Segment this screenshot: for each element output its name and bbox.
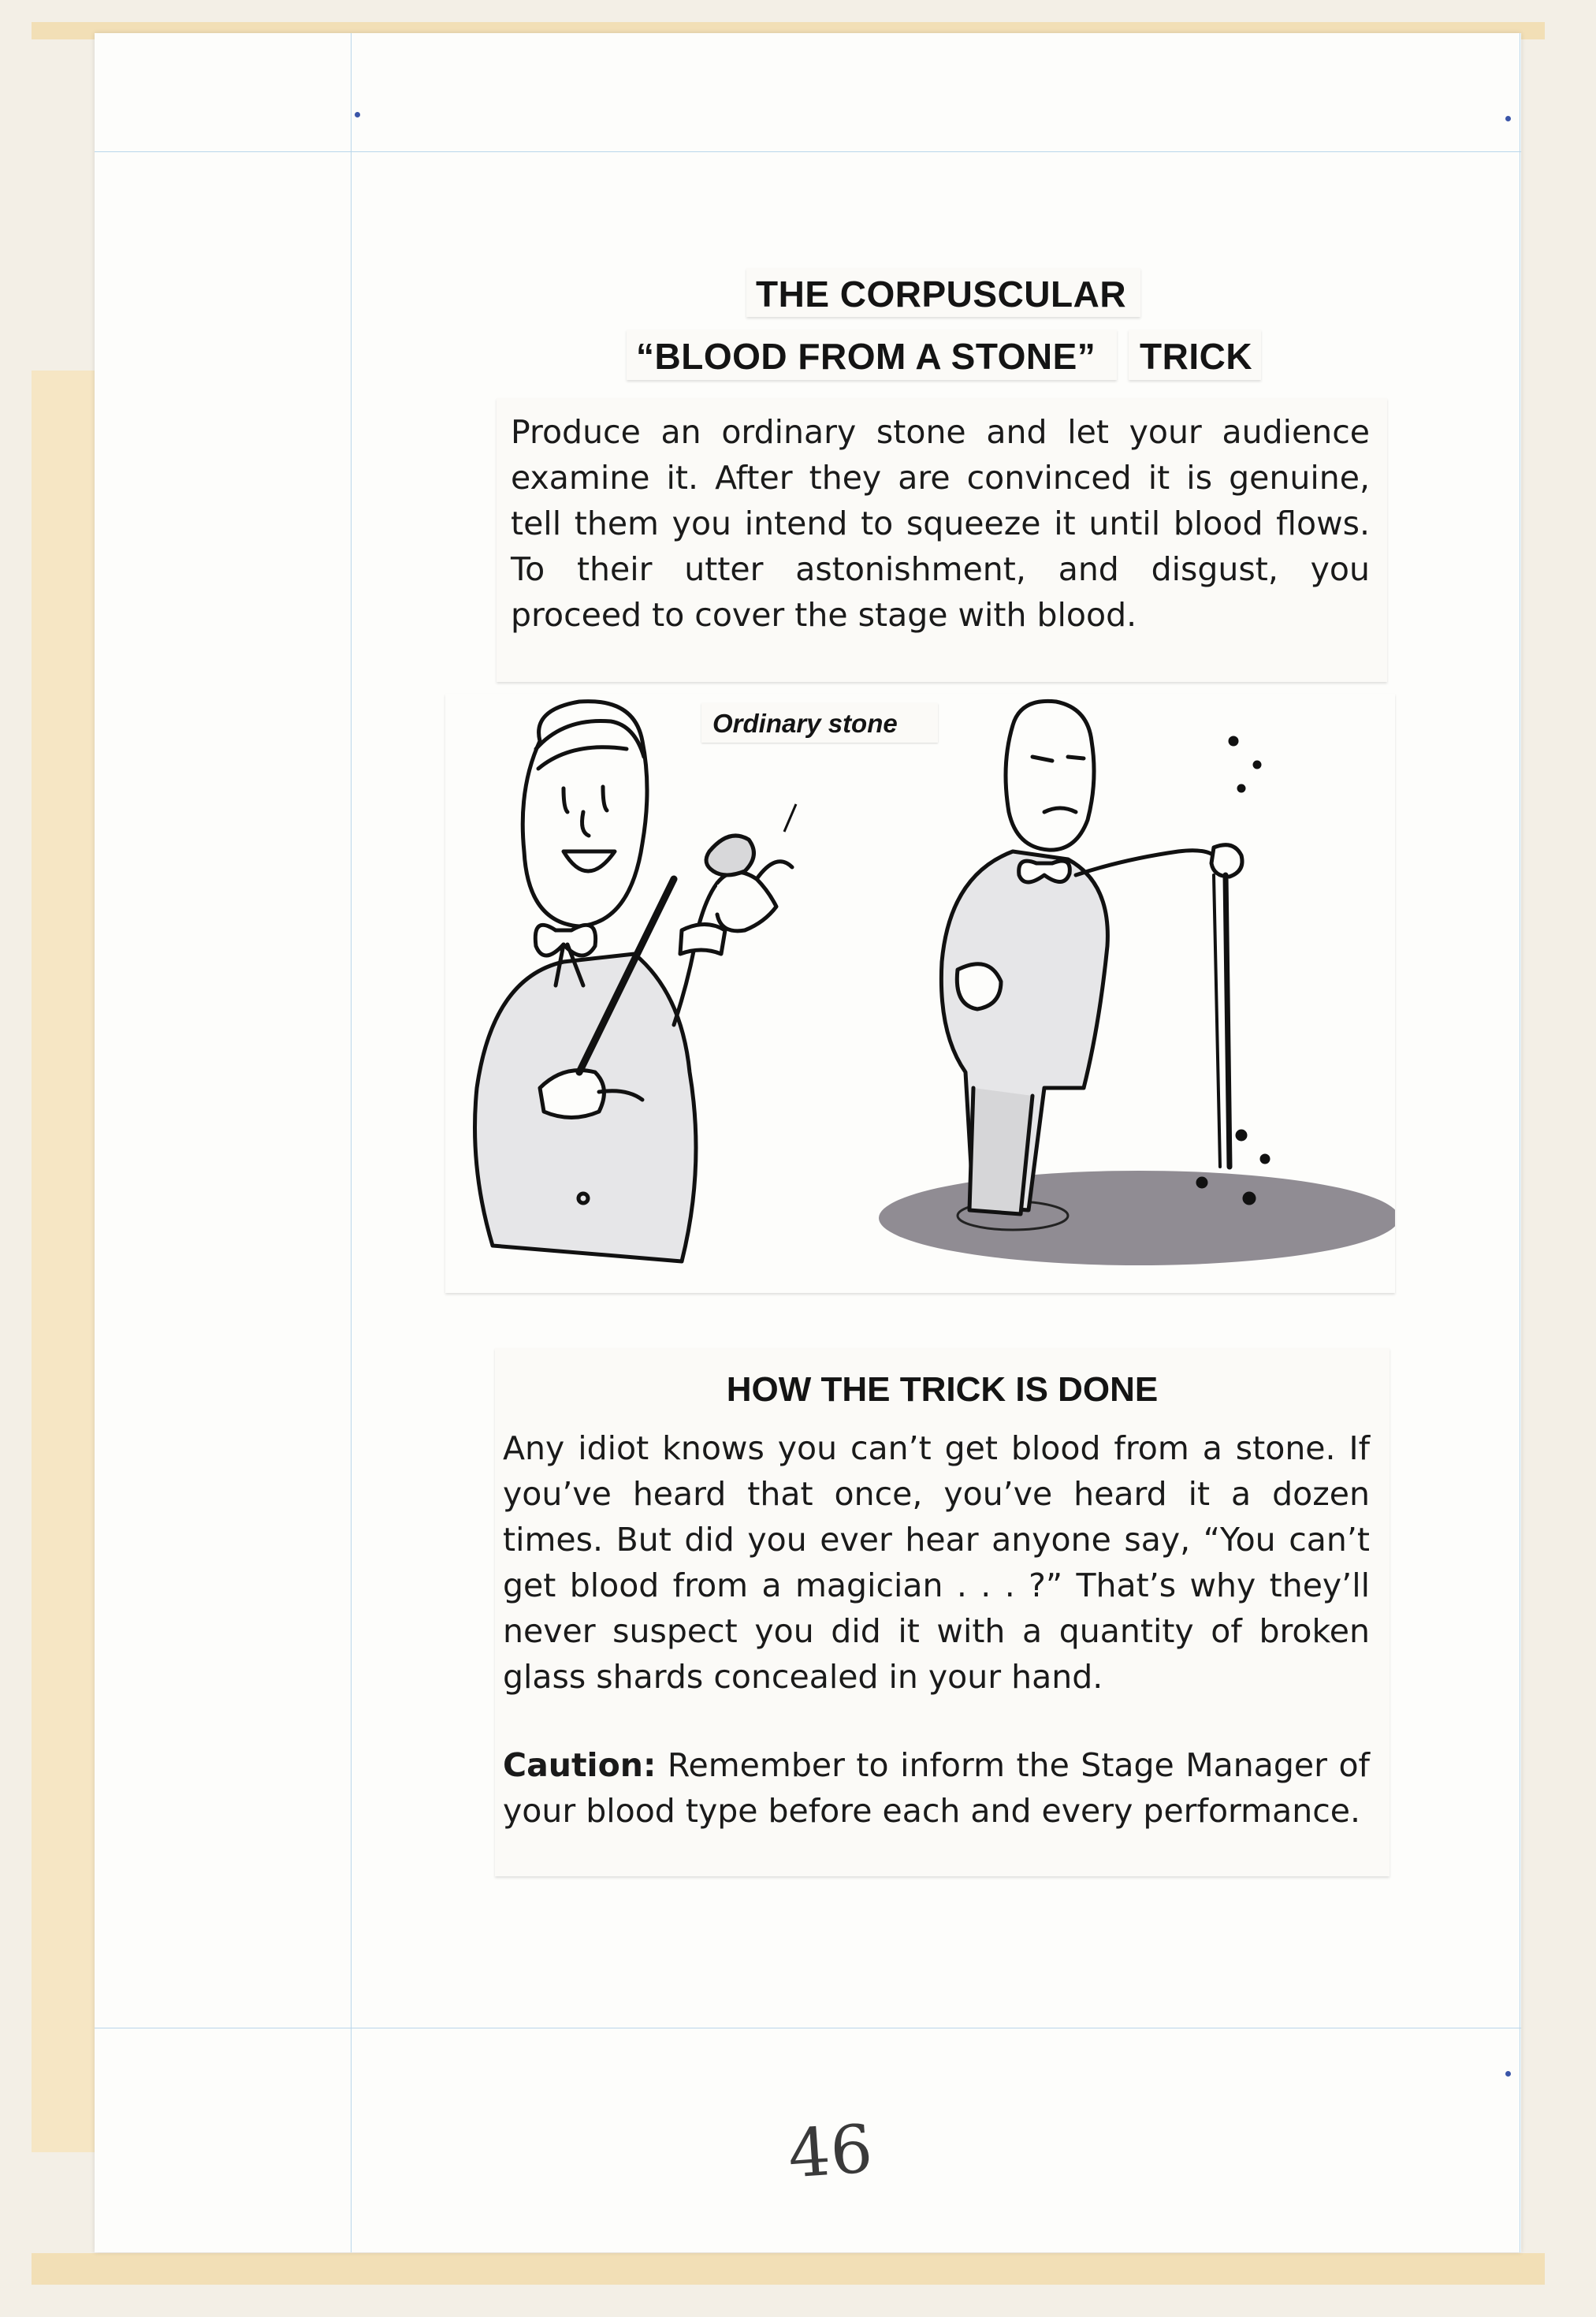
bottom-tape-strip (32, 2253, 1545, 2285)
title-line-2b-pasteup (1129, 330, 1261, 380)
intro-pasteup (497, 398, 1387, 682)
title-line-2-quote: “BLOOD FROM A STONE” (636, 336, 1096, 377)
caption-pasteup (701, 703, 938, 743)
blood-puddle (879, 1171, 1395, 1265)
intro-text: Produce an ordinary stone and let your audience examine it. After they are convinced it is genuine, tell them you intend to squeeze it until blood flows. To their utter astonishment, and disgust, you proceed to cover the stage with blood. (511, 413, 1370, 634)
caption-pointer (784, 804, 796, 832)
title-line-1: THE CORPUSCULAR (756, 274, 1127, 315)
explanation-text: Any idiot knows you can’t get blood from a stone. If you’ve heard that once, you’ve heard it a dozen times. But did you ever hear anyone say, “You can’t get blood from a magician . . . ?” That’s why they’ll never suspect you did it with a quantity of broken glass shards concealed in your hand. (503, 1429, 1370, 1696)
explanation-pasteup (495, 1348, 1390, 1876)
registration-dot (1505, 2071, 1511, 2077)
caution-label: Caution: (503, 1746, 657, 1784)
explanation-heading: HOW THE TRICK IS DONE (726, 1370, 1159, 1409)
registration-dot (355, 112, 360, 117)
cartoon-illustration (445, 694, 1395, 1293)
title-line-1-pasteup (746, 268, 1140, 317)
page-number: 46 (785, 2110, 876, 2193)
guide-line (95, 151, 1521, 152)
caution-text: Remember to inform the Stage Manager of your blood type before each and every performance. (503, 1746, 1370, 1830)
illustration-pasteup (445, 694, 1395, 1293)
magician-figure (475, 702, 793, 1261)
title-line-2-trick: TRICK (1140, 336, 1253, 377)
bleeding-figure (941, 701, 1268, 1214)
title-line-2-pasteup (627, 330, 1117, 380)
ordinary-stone-caption: Ordinary stone (712, 709, 898, 738)
caution-paragraph (503, 1742, 1370, 1834)
registration-dot (1505, 116, 1511, 121)
guide-line (351, 33, 352, 2252)
